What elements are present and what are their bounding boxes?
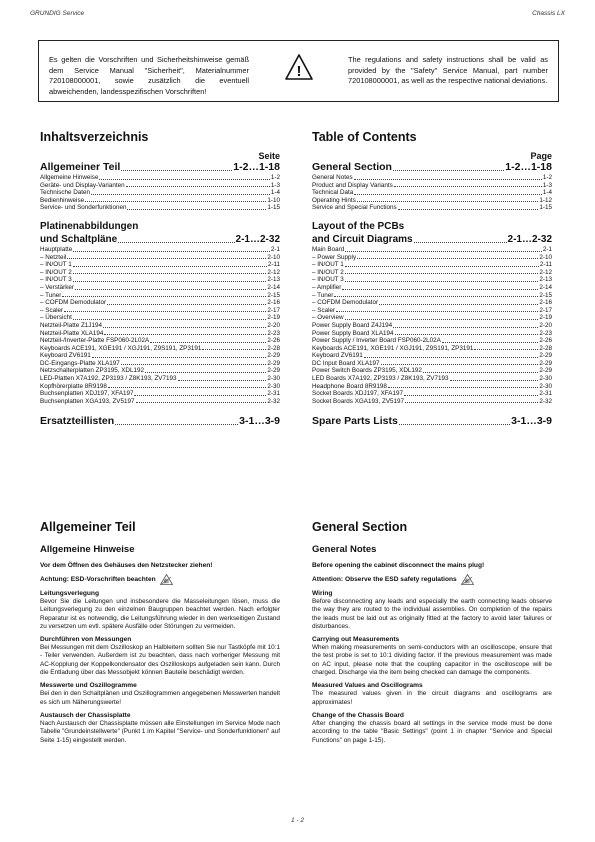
toc-entry-title: Operating Hints [312,196,356,204]
toc-entry [40,307,280,315]
toc-entry-title: – COFDM Demodulator [312,299,379,307]
toc-entry [40,276,280,284]
toc-entry [312,197,552,205]
paragraph-text: Nach Austausch der Chassisplatte müssen alle Einstellungen im Service Mode nach Tabelle "Grundeinstellwerte" (Punkt 1 im Kapitel "Service- und Sonderfunktionen" auf Seite 1-15) eingestellt werden. [40,719,280,744]
toc-section-title: Spare Parts Lists [312,415,398,428]
toc-entry-title: Buchsenplatten XDJ197, XFA197 [40,390,134,398]
toc-german [40,130,280,428]
paragraph-text: Before disconnecting any leads and especially the earth connecting leads observe the way they are routed to the individual assemblies. On completion of the repairs the leads must be laid out as originally fitted at the factory to avoid later failures or disturbances. [312,598,552,630]
toc-entry [40,204,280,212]
toc-entry-page: 2-15 [539,291,552,299]
toc-entry [312,204,552,212]
toc-entry [40,182,280,190]
toc-entry [312,299,552,307]
toc-page-label: Seite [258,151,280,161]
toc-entry-page: 2-17 [267,306,280,314]
toc-entry-page: 2-1 [270,245,280,253]
toc-entry-page: 2-15 [267,291,280,299]
toc-entries [312,174,552,212]
toc-entry-title: Keyboard ZV6191 [312,352,363,360]
toc-entry [312,246,552,254]
toc-entry [40,345,280,353]
page-number: 1 - 2 [290,817,304,824]
safety-notice-box [38,40,559,102]
toc-entry-page: 1-10 [267,196,280,204]
safety-notice-german: Es gelten die Vorschriften und Sicherheitshinweise gemäß dem Service Manual "Sicherheit", Materialnummer 720108000001, sowie zusätzlich die eventuell abweichenden, landesspezifischen Vorschriften! [49,55,249,96]
section-heading: Allgemeine Hinweise [40,544,135,555]
general-section-english [312,520,552,745]
toc-entry-title: Geräte- und Display-Varianten [40,181,125,189]
toc-title: Table of Contents [312,130,417,144]
toc-entry-page: 2-26 [539,337,552,345]
toc-entry-title: Main Board [312,245,345,253]
toc-entry [40,269,280,277]
toc-section-pages: 2-1…2-32 [235,233,280,245]
paragraph-heading: Austausch der Chassisplatte [40,711,131,719]
toc-entry-page: 2-29 [539,359,552,367]
toc-section-title: Platinenabbildungen [40,220,139,232]
toc-section-title: Layout of the PCBs [312,220,405,232]
toc-entry [312,352,552,360]
toc-entry-title: Power Switch Boards ZP3195, XDL192 [312,367,422,375]
toc-entry-page: 2-30 [539,382,552,390]
toc-entry-page: 2-26 [267,337,280,345]
toc-entry [40,292,280,300]
toc-section [312,415,552,428]
safety-notice-english: The regulations and safety instructions shall be valid as provided by the "Safety" Service Manual, part number 720108000001, as well as the respective national deviations. [348,55,548,86]
toc-entry-title: – Amplifier [312,283,342,291]
toc-entry-title: – Scaler [312,306,336,314]
toc-entry-title: Netzteil-Platte XLA194 [40,329,104,337]
toc-entry-page: 2-31 [539,390,552,398]
toc-entry-page: 2-10 [267,253,280,261]
toc-entry-title: – Tuner [312,291,334,299]
toc-page-label: Page [530,151,552,161]
toc-entry-page: 2-13 [539,276,552,284]
toc-entry [40,314,280,322]
toc-entry [312,314,552,322]
toc-entry [40,375,280,383]
toc-entry-page: 2-30 [267,375,280,383]
toc-entry-page: 2-23 [539,329,552,337]
mains-warning: Before opening the cabinet disconnect the mains plug! [312,562,485,569]
toc-entry-page: 1-4 [270,189,280,197]
toc-entry-page: 2-12 [539,268,552,276]
toc-entry [312,375,552,383]
section-title: Allgemeiner Teil [40,520,136,534]
toc-entry-title: – Tuner [40,291,62,299]
paragraph-text: Bevor Sie die Leitungen und insbesondere die Masseleitungen lösen, muss die Leitungsverlegung zu den einzelnen Baugruppen beachtet werden. Nach erfolgter Reparatur ist es notwendig, die Leitungsführung wieder in den werkseitigen Zustand zu versetzen um evtl. spätere Ausfälle oder Störungen zu vermeiden. [40,598,280,630]
toc-entry-title: – Overview [312,314,344,322]
toc-section-pages: 1-2…1-18 [233,161,280,173]
toc-entry-page: 2-12 [267,268,280,276]
toc-entry-title: – COFDM Demodulator [40,299,107,307]
paragraph-text: Bei den in den Schaltplänen und Oszillogrammen angegebenen Messwerten handelt es sich um Näherungswerte! [40,690,280,706]
toc-entry-title: Netzteil-Platte Z1J194 [40,321,102,329]
toc-entry [40,189,280,197]
toc-entry-title: – Scaler [40,306,64,314]
paragraph-text: When making measurements on semi-conductors with an oscilloscope, ensure that the test probe is set to 10:1 dividing factor. If the previous measurement was made on AC input, please note that the coupling capacitor in the oscilloscope will be charged. Discharge via the item being checked can damage the components. [312,644,552,677]
toc-entry-page: 2-14 [267,283,280,291]
toc-entry [312,276,552,284]
toc-entry-page: 1-15 [267,204,280,212]
toc-entry [312,383,552,391]
toc-entry [40,330,280,338]
toc-entry-page: 2-29 [539,352,552,360]
toc-entry [40,299,280,307]
paragraph-heading: Wiring [312,590,333,597]
toc-entry-page: 1-4 [542,189,552,197]
toc-entry-page: 2-20 [539,321,552,329]
toc-entry-page: 2-19 [539,314,552,322]
toc-section-pages: 1-2…1-18 [505,161,552,173]
toc-entry-title: – IN/OUT 2 [40,268,72,276]
toc-entry [312,337,552,345]
toc-entry [40,390,280,398]
toc-section [40,415,280,428]
toc-entry-title: DC-Eingangs-Platte XLA197 [40,359,120,367]
esd-warning [312,574,552,585]
toc-entry [40,367,280,375]
toc-entry-page: 2-16 [267,299,280,307]
toc-entry-title: Socket Boards XGA193, ZV5197 [312,397,405,405]
paragraph-heading: Leitungsverlegung [40,590,99,597]
toc-entry-title: Headphone Board 8R9198 [312,382,387,390]
toc-entry-title: – Verstärker [40,283,74,291]
toc-entry-title: – IN/OUT 3 [312,276,344,284]
toc-entry-page: 2-23 [267,329,280,337]
toc-entry-title: Power Supply Board XLA194 [312,329,394,337]
toc-entry-title: – Netzteil [40,253,67,261]
toc-entry-page: 2-19 [267,314,280,322]
toc-entry [312,284,552,292]
toc-entry [312,390,552,398]
toc-section-pages: 3-1…3-9 [239,415,280,428]
general-section-german [40,520,280,745]
toc-entry [40,254,280,262]
toc-english [312,130,552,428]
toc-section [312,161,552,174]
toc-entry-title: Bedienhinweise [40,196,85,204]
toc-section-title: and Circuit Diagrams [312,233,413,245]
toc-entry-page: 2-29 [267,352,280,360]
warning-glyph: ! [296,63,302,80]
toc-entry-page: 1-15 [539,204,552,212]
esd-warning-text: Achtung: ESD-Vorschriften beachten [40,576,156,583]
toc-entry-page: 2-16 [539,299,552,307]
toc-entry-title: Technical Data [312,189,354,197]
toc-entry-title: Power Supply Board Z4J194 [312,321,393,329]
toc-entry-title: General Notes [312,174,353,181]
toc-entry-page: 2-13 [267,276,280,284]
toc-entry-page: 1-2 [270,174,280,181]
paragraph-heading: Carrying out Measurements [312,636,400,644]
toc-entry-title: Keyboards ACE191, XGE191 / XGJ191, Z9S191, ZP3191 [312,344,474,352]
paragraph-heading: Change of the Chassis Board [312,711,404,719]
mains-warning: Vor dem Öffnen des Gehäuses den Netzstecker ziehen! [40,562,213,569]
toc-entry [40,337,280,345]
toc-entry-page: 2-28 [267,344,280,352]
toc-entry-page: 2-20 [267,321,280,329]
toc-entry-title: Keyboards ACE191, XGE191 / XGJ191, Z9S191, ZP3191 [40,344,202,352]
toc-entry-title: LED-Platten X7A192, ZP3193 / Z8K193, ZV7193 [40,375,177,383]
toc-entry-page: 2-30 [539,375,552,383]
toc-entry-title: – IN/OUT 1 [312,261,344,269]
toc-entry [312,398,552,406]
toc-entry [312,345,552,353]
toc-entry-page: 2-32 [539,397,552,405]
toc-entry [40,322,280,330]
paragraph-heading: Measured Values and Oscillograms [312,682,423,690]
toc-entry [312,269,552,277]
toc-entry-title: Netzschalterplatten ZP3195, XDL192 [40,367,144,375]
toc-entry-page: 2-31 [267,390,280,398]
toc-entry [40,174,280,182]
esd-warning-text: Attention: Observe the ESD safety regulations [312,576,457,583]
paragraph-text: Bei Messungen mit dem Oszilloskop an Halbleitern sollten Sie nur Tastköpfe mit 10:1 - Teiler verwenden. Außerdem ist zu beachten, dass nach vorheriger Messung mit AC-Kopplung der Koppelkondensator des Oszilloskops aufgeladen sein kann. Durch die Entladung über das Messobjekt können Bauteile beschädigt werden. [40,644,281,677]
toc-entry-page: 2-29 [267,359,280,367]
paragraphs [40,590,280,745]
toc-entry-title: DC Input Board XLA197 [312,359,380,367]
toc-section [40,161,280,174]
section-heading: General Notes [312,544,377,555]
toc-entry [312,360,552,368]
toc-entry [312,189,552,197]
toc-entries [40,174,280,212]
paragraph-heading: Messwerte und Oszillogramme [40,682,137,690]
toc-entry [40,284,280,292]
toc-section-title: Allgemeiner Teil [40,161,121,173]
esd-warning [40,574,280,585]
toc-entry-title: – IN/OUT 3 [40,276,72,284]
toc-entry [40,246,280,254]
toc-entry-title: Buchsenplatten XGA193, ZV5197 [40,397,135,405]
toc-entry-title: Socket Boards XDJ197, XFA197 [312,390,404,398]
toc-entry-page: 1-3 [542,181,552,189]
toc-entry-page: 2-11 [267,261,280,269]
toc-section-pages: 2-1…2-32 [507,233,552,245]
toc-entry [40,261,280,269]
toc-entry-title: – Übersicht [40,314,72,322]
toc-entry-title: Service and Special Functions [312,204,397,212]
section-title: General Section [312,520,408,534]
toc-entry [40,352,280,360]
toc-entry-title: Kopfhörerplatte 8R9198 [40,382,107,390]
toc-entry-page: 2-17 [539,306,552,314]
toc-entry-page: 2-32 [267,397,280,405]
toc-entry [40,360,280,368]
toc-section-title: Ersatzteillisten [40,415,115,428]
toc-entry-page: 2-10 [539,253,552,261]
toc-section-title: und Schaltpläne [40,233,118,245]
toc-section [312,233,552,246]
toc-entry [40,383,280,391]
paragraphs [312,590,552,745]
toc-entry-title: Netzteil-/Inverter-Platte FSP060-2L02A [40,337,150,345]
paragraph-text: After changing the chassis board all settings in the service mode must be done according to the table "Basic Settings" (point 1 in chapter "Service and Special Functions" on page 1-15). [312,719,552,744]
toc-entry [312,182,552,190]
toc-entry-title: Power Supply / Inverter Board FSP060-2L02A [312,337,441,345]
toc-entry-title: – IN/OUT 2 [312,268,344,276]
toc-entry [312,330,552,338]
toc-entry [40,398,280,406]
toc-entry-page: 1-2 [542,174,552,181]
esd-hand-icon [160,574,173,585]
toc-entry-title: – IN/OUT 1 [40,261,72,269]
toc-section [40,233,280,246]
toc-entry-title: Service- und Sonderfunktionen [40,204,127,212]
paragraph-heading: Durchführen von Messungen [40,636,132,644]
toc-section-pages: 3-1…3-9 [511,415,552,428]
toc-entry-title: LED Boards X7A192, ZP3193 / Z8K193, ZV7193 [312,375,449,383]
toc-entry-page: 2-1 [542,245,552,253]
header-brand: GRUNDIG Service [30,10,85,17]
toc-entry [40,197,280,205]
toc-entry-page: 2-14 [539,283,552,291]
toc-entry-page: 2-29 [267,367,280,375]
toc-entry-title: Product and Display Variants [312,181,393,189]
toc-entry [312,261,552,269]
toc-entry-page: 2-28 [539,344,552,352]
toc-entry-page: 2-30 [267,382,280,390]
paragraph-text: The measured values given in the circuit diagrams and oscillograms are approximates! [312,690,552,706]
toc-entry [312,254,552,262]
warning-triangle-icon [285,53,313,81]
toc-entry-title: Hauptplatte [40,245,73,253]
toc-entry [312,307,552,315]
esd-hand-icon [461,574,474,585]
toc-entry-page: 2-29 [539,367,552,375]
toc-entry [312,174,552,182]
toc-entries [40,246,280,405]
toc-entry-page: 1-12 [539,196,552,204]
toc-entry-page: 1-3 [270,181,280,189]
toc-entries [312,246,552,405]
toc-entry-title: – Power Supply [312,253,357,261]
toc-section-title: General Section [312,161,392,173]
toc-title: Inhaltsverzeichnis [40,130,149,144]
toc-entry-title: Technische Daten [40,189,91,197]
toc-entry-title: Keyboard ZV6191 [40,352,91,360]
toc-entry [312,322,552,330]
toc-entry [312,292,552,300]
toc-entry [312,367,552,375]
toc-entry-page: 2-11 [539,261,552,269]
toc-entry-title: Allgemeine Hinweise [40,174,99,181]
header-chassis: Chassis LX [532,10,565,17]
